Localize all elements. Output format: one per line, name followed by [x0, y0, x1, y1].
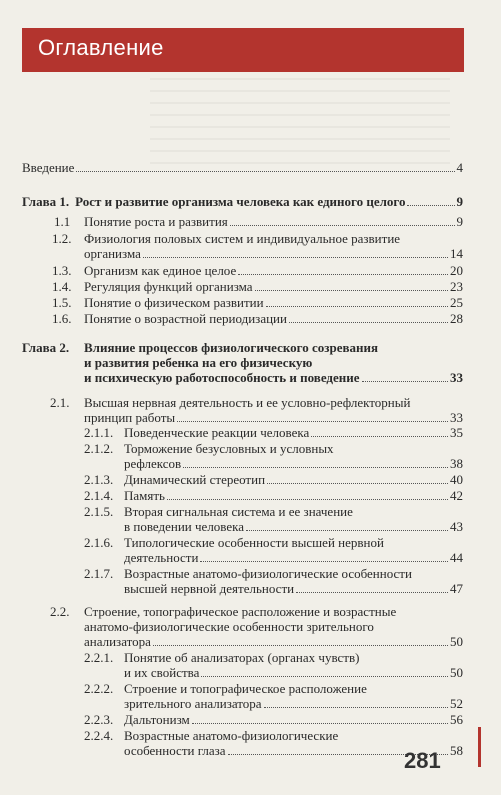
leader-dots: [238, 274, 448, 275]
item-number: 2.1.6.: [84, 535, 114, 550]
entry-title: анализатора: [84, 634, 151, 649]
entry-page: 58: [450, 743, 463, 758]
toc-entry-2-1-3[interactable]: [124, 472, 463, 487]
entry-page: 33: [450, 370, 463, 385]
entry-page: 38: [450, 456, 463, 471]
entry-page: 43: [450, 519, 463, 534]
entry-title: Введение: [22, 160, 75, 175]
item-number: 2.2.3.: [84, 712, 114, 727]
item-number: 1.3.: [52, 263, 72, 278]
leader-dots: [230, 225, 455, 226]
entry-title-line: анатомо-физиологические особенности зрительного: [84, 619, 374, 634]
leader-dots: [153, 645, 448, 646]
entry-title: Понятие о возрастной периодизации: [84, 311, 287, 326]
header-title: Оглавление: [38, 35, 164, 60]
entry-page: 33: [450, 410, 463, 425]
toc-entry-2-1-6[interactable]: [124, 550, 463, 565]
entry-title-line: Возрастные анатомо-физиологические: [124, 728, 339, 743]
entry-title-line: Высшая нервная деятельность и ее условно-рефлекторный: [84, 395, 411, 410]
entry-page: 52: [450, 696, 463, 711]
entry-page: 50: [450, 634, 463, 649]
toc-entry-1-4[interactable]: [84, 279, 463, 294]
entry-title-line: Строение, топографическое расположение и возрастные: [84, 604, 397, 619]
entry-page: 56: [450, 712, 463, 727]
entry-page: 25: [450, 295, 463, 310]
entry-page: 40: [450, 472, 463, 487]
item-number: 2.1.3.: [84, 472, 114, 487]
item-number: 2.1.5.: [84, 504, 114, 519]
leader-dots: [289, 322, 448, 323]
chapter-number: Глава 1.: [22, 194, 70, 209]
leader-dots: [201, 676, 448, 677]
toc-entry-2-1-7[interactable]: [124, 581, 463, 596]
entry-title-line: Возрастные анатомо-физиологические особенности: [124, 566, 412, 581]
entry-page: 50: [450, 665, 463, 680]
entry-page: 44: [450, 550, 463, 565]
entry-page: 23: [450, 279, 463, 294]
item-number: 2.1.4.: [84, 488, 114, 503]
item-number: 2.2.2.: [84, 681, 114, 696]
item-number: 2.2.1.: [84, 650, 114, 665]
toc-entry-2-2-1[interactable]: [124, 665, 463, 680]
entry-title: принцип работы: [84, 410, 176, 425]
entry-page: 14: [450, 246, 463, 261]
item-number: 1.5.: [52, 295, 72, 310]
chapter-title-line: и развития ребенка на его физическую: [84, 355, 313, 370]
entry-title: Понятие роста и развития: [84, 214, 228, 229]
entry-title: зрительного анализатора: [124, 696, 262, 711]
item-number: 1.6.: [52, 311, 72, 326]
toc-entry-1-2[interactable]: [84, 246, 463, 261]
entry-title: особенности глаза: [124, 743, 226, 758]
leader-dots: [143, 257, 448, 258]
toc-entry-2-2-3[interactable]: [124, 712, 463, 727]
leader-dots: [266, 306, 448, 307]
item-number: 1.1: [54, 214, 71, 229]
leader-dots: [407, 205, 454, 206]
leader-dots: [255, 290, 448, 291]
toc-entry-2-1-5[interactable]: [124, 519, 463, 534]
entry-title: высшей нервной деятельности: [124, 581, 295, 596]
entry-title-line: Строение и топографическое расположение: [124, 681, 367, 696]
toc-entry-2-1[interactable]: [84, 410, 463, 425]
entry-title-line: Торможение безусловных и условных: [124, 441, 334, 456]
leader-dots: [167, 499, 448, 500]
item-number: 2.2.: [50, 604, 70, 619]
chapter-title: и психическую работоспособность и поведение: [84, 370, 360, 385]
edge-marker: [478, 727, 481, 767]
item-number: 1.4.: [52, 279, 72, 294]
entry-page: 9: [456, 194, 463, 209]
entry-title: Динамический стереотип: [124, 472, 266, 487]
entry-page: 20: [450, 263, 463, 278]
item-number: 2.1.: [50, 395, 70, 410]
leader-dots: [311, 436, 448, 437]
entry-page: 42: [450, 488, 463, 503]
leader-dots: [264, 707, 448, 708]
toc-entry-2-1-4[interactable]: [124, 488, 463, 503]
toc-entry-2-1-1[interactable]: [124, 425, 463, 440]
entry-title: Регуляция функций организма: [84, 279, 253, 294]
entry-title: Поведенческие реакции человека: [124, 425, 310, 440]
entry-title: деятельности: [124, 550, 199, 565]
chapter-number: Глава 2.: [22, 340, 70, 355]
leader-dots: [183, 467, 448, 468]
toc-entry-2-1-2[interactable]: [124, 456, 463, 471]
leader-dots: [192, 723, 448, 724]
entry-title-line: Типологические особенности высшей нервной: [124, 535, 384, 550]
chapter-title: Рост и развитие организма человека как единого целого: [75, 194, 406, 209]
toc-entry-intro[interactable]: [22, 160, 463, 175]
item-number: 2.1.2.: [84, 441, 114, 456]
toc-chapter-1[interactable]: [22, 194, 463, 209]
toc-entry-1-6[interactable]: [84, 311, 463, 326]
entry-title: и их свойства: [124, 665, 200, 680]
entry-page: 9: [456, 214, 463, 229]
item-number: 2.1.7.: [84, 566, 114, 581]
entry-title: Дальтонизм: [124, 712, 190, 727]
entry-page: 35: [450, 425, 463, 440]
toc-entry-1-5[interactable]: [84, 295, 463, 310]
toc-chapter-2[interactable]: [84, 370, 463, 385]
entry-page: 28: [450, 311, 463, 326]
entry-title: Память: [124, 488, 165, 503]
entry-title: Организм как единое целое: [84, 263, 237, 278]
toc-entry-2-2-2[interactable]: [124, 696, 463, 711]
page-number: 281: [404, 748, 441, 773]
toc-entry-1-3[interactable]: [84, 263, 463, 278]
leader-dots: [200, 561, 448, 562]
toc-entry-2-2[interactable]: [84, 634, 463, 649]
chapter-title-line: Влияние процессов физиологического созревания: [84, 340, 379, 355]
toc-entry-1-1[interactable]: [84, 214, 463, 229]
leader-dots: [76, 171, 454, 172]
leader-dots: [177, 421, 448, 422]
entry-title: рефлексов: [124, 456, 182, 471]
leader-dots: [267, 483, 448, 484]
entry-title: Понятие о физическом развитии: [84, 295, 264, 310]
entry-page: 4: [456, 160, 463, 175]
entry-title-line: Вторая сигнальная система и ее значение: [124, 504, 353, 519]
entry-title: организма: [84, 246, 141, 261]
leader-dots: [246, 530, 448, 531]
entry-title-line: Понятие об анализаторах (органах чувств): [124, 650, 360, 665]
leader-dots: [362, 381, 448, 382]
entry-title: в поведении человека: [124, 519, 245, 534]
item-number: 2.1.1.: [84, 425, 114, 440]
entry-title-line: Физиология половых систем и индивидуальное развитие: [84, 231, 401, 246]
leader-dots: [296, 592, 448, 593]
entry-page: 47: [450, 581, 463, 596]
item-number: 2.2.4.: [84, 728, 114, 743]
item-number: 1.2.: [52, 231, 72, 246]
